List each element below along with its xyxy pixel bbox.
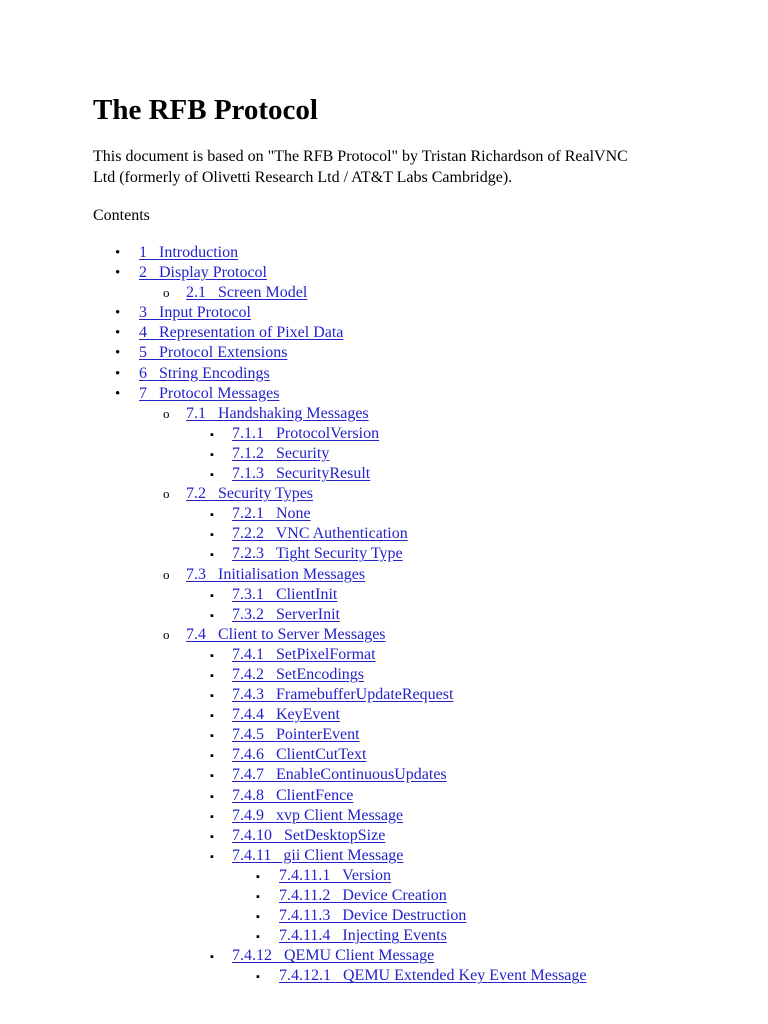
toc-item <box>93 605 587 625</box>
toc-link[interactable]: 7.1.2 Security <box>232 444 330 462</box>
toc-link[interactable]: 6 String Encodings <box>139 364 270 382</box>
page-title: The RFB Protocol <box>93 94 318 126</box>
toc-item <box>93 745 587 765</box>
toc-item <box>93 544 587 564</box>
toc-link[interactable]: 1 Introduction <box>139 244 239 261</box>
toc-item <box>93 826 587 846</box>
square-bullet-icon <box>210 464 214 485</box>
toc-item <box>93 946 587 966</box>
square-bullet-icon <box>210 524 214 545</box>
toc-item <box>93 625 587 645</box>
disc-bullet-icon <box>115 384 120 404</box>
toc-link[interactable]: 7.4.7 EnableContinuousUpdates <box>232 766 447 784</box>
toc-link[interactable]: 7.2.2 VNC Authentication <box>232 525 408 543</box>
toc-item <box>93 725 587 745</box>
toc-item <box>93 966 587 986</box>
square-bullet-icon <box>210 424 214 445</box>
toc-link[interactable]: 7.1.3 SecurityResult <box>232 465 371 483</box>
toc-link[interactable]: 7.4.1 SetPixelFormat <box>232 645 376 663</box>
toc-link[interactable]: 7.3 Initialisation Messages <box>186 565 366 583</box>
toc-item <box>93 926 587 946</box>
toc-link[interactable]: 7.4.11.3 Device Destruction <box>279 907 467 925</box>
toc-link[interactable]: 7.2.1 None <box>232 505 311 523</box>
toc-item <box>93 685 587 705</box>
toc-link[interactable]: 7.4.6 ClientCutText <box>232 746 367 764</box>
disc-bullet-icon <box>115 243 120 263</box>
toc-link[interactable]: 7.4.4 KeyEvent <box>232 706 340 724</box>
toc-item <box>93 283 587 303</box>
square-bullet-icon <box>210 846 214 867</box>
square-bullet-icon <box>210 665 214 686</box>
square-bullet-icon <box>210 645 214 666</box>
toc-link[interactable]: 7.4.5 PointerEvent <box>232 726 360 744</box>
toc-link[interactable]: 3 Input Protocol <box>139 304 251 322</box>
intro-paragraph: This document is based on "The RFB Protocol" by Tristan Richardson of RealVNC Ltd (formerly of Olivetti Research Ltd / AT&T Labs Cambridge). <box>93 148 628 186</box>
toc-link[interactable]: 7.1.1 ProtocolVersion <box>232 424 380 442</box>
toc-link[interactable]: 7.4 Client to Server Messages <box>186 625 386 643</box>
disc-bullet-icon <box>115 263 120 283</box>
toc-link[interactable]: 4 Representation of Pixel Data <box>139 324 344 342</box>
square-bullet-icon <box>210 745 214 766</box>
toc-link[interactable]: 7.4.11.4 Injecting Events <box>279 927 447 945</box>
toc-link[interactable]: 7.4.12.1 QEMU Extended Key Event Message <box>279 967 587 985</box>
square-bullet-icon <box>256 926 260 947</box>
toc-link[interactable]: 7.4.11.1 Version <box>279 866 391 884</box>
toc-item <box>93 504 587 524</box>
toc-item <box>93 464 587 484</box>
toc-link[interactable]: 7 Protocol Messages <box>139 384 280 402</box>
toc-item <box>93 806 587 826</box>
toc-link[interactable]: 7.4.12 QEMU Client Message <box>232 947 435 965</box>
toc-item <box>93 906 587 926</box>
toc-link[interactable]: 2 Display Protocol <box>139 264 267 282</box>
square-bullet-icon <box>210 786 214 807</box>
toc-link[interactable]: 7.1 Handshaking Messages <box>186 404 369 422</box>
toc-item <box>93 866 587 886</box>
toc-link[interactable]: 7.2 Security Types <box>186 485 314 503</box>
circle-bullet-icon <box>163 484 170 504</box>
toc-item <box>93 243 587 263</box>
toc-link[interactable]: 7.4.11.2 Device Creation <box>279 887 447 904</box>
square-bullet-icon <box>210 725 214 746</box>
toc-link[interactable]: 7.4.10 SetDesktopSize <box>232 826 386 844</box>
square-bullet-icon <box>256 886 260 907</box>
square-bullet-icon <box>210 806 214 827</box>
toc-item <box>93 263 587 283</box>
toc-item <box>93 444 587 464</box>
circle-bullet-icon <box>163 565 170 585</box>
toc-item <box>93 565 587 585</box>
toc-link[interactable]: 7.4.9 xvp Client Message <box>232 806 404 824</box>
toc-item <box>93 303 587 323</box>
square-bullet-icon <box>256 966 260 987</box>
square-bullet-icon <box>210 544 214 565</box>
toc-item <box>93 484 587 504</box>
square-bullet-icon <box>210 826 214 847</box>
toc-item <box>93 364 587 384</box>
toc-item <box>93 665 587 685</box>
toc-item <box>93 524 587 544</box>
toc-item <box>93 645 587 665</box>
square-bullet-icon <box>210 765 214 786</box>
toc-link[interactable]: 7.3.1 ClientInit <box>232 585 338 603</box>
square-bullet-icon <box>210 705 214 726</box>
toc-item <box>93 404 587 424</box>
toc-item <box>93 424 587 444</box>
disc-bullet-icon <box>115 303 120 323</box>
disc-bullet-icon <box>115 364 120 384</box>
toc-link[interactable]: 7.4.8 ClientFence <box>232 786 354 804</box>
toc-link[interactable]: 7.4.11 gii Client Message <box>232 846 404 864</box>
square-bullet-icon <box>210 946 214 967</box>
toc-item <box>93 384 587 404</box>
toc-item <box>93 585 587 605</box>
toc-item <box>93 846 587 866</box>
circle-bullet-icon <box>163 283 170 303</box>
toc-item <box>93 705 587 725</box>
toc-item <box>93 343 587 363</box>
circle-bullet-icon <box>163 404 170 424</box>
toc-item <box>93 786 587 806</box>
disc-bullet-icon <box>115 343 120 363</box>
table-of-contents <box>93 243 587 986</box>
toc-link[interactable]: 7.3.2 ServerInit <box>232 605 340 623</box>
square-bullet-icon <box>210 605 214 626</box>
contents-label: Contents <box>93 207 150 224</box>
disc-bullet-icon <box>115 323 120 343</box>
square-bullet-icon <box>210 444 214 465</box>
toc-link[interactable]: 7.4.3 FramebufferUpdateRequest <box>232 686 454 704</box>
toc-item <box>93 765 587 785</box>
square-bullet-icon <box>256 906 260 927</box>
circle-bullet-icon <box>163 625 170 645</box>
toc-link[interactable]: 7.4.2 SetEncodings <box>232 665 364 683</box>
toc-link[interactable]: 2.1 Screen Model <box>186 284 308 302</box>
toc-item <box>93 323 587 343</box>
toc-link[interactable]: 7.2.3 Tight Security Type <box>232 545 403 563</box>
square-bullet-icon <box>210 685 214 706</box>
square-bullet-icon <box>210 585 214 606</box>
square-bullet-icon <box>256 866 260 887</box>
square-bullet-icon <box>210 504 214 525</box>
toc-item <box>93 886 587 906</box>
toc-link[interactable]: 5 Protocol Extensions <box>139 344 288 362</box>
